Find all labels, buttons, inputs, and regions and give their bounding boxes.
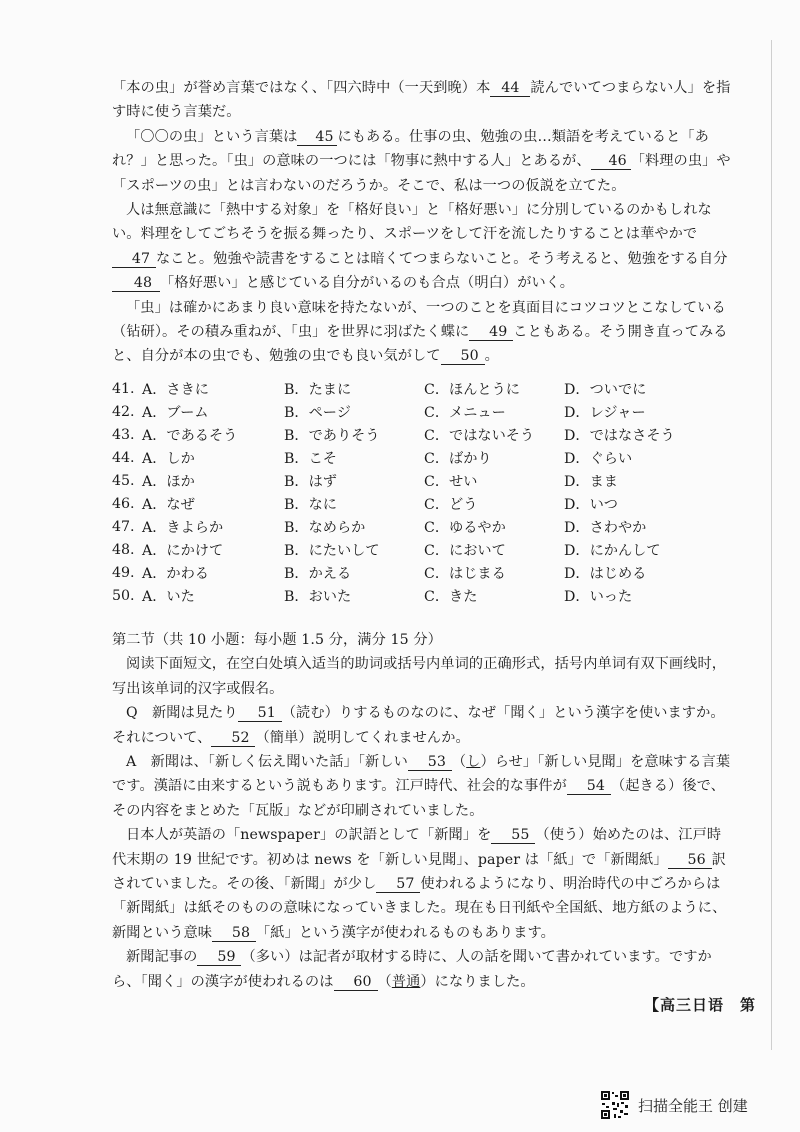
option-d: D．はじめる: [564, 566, 647, 583]
option-a: A．かわる: [142, 566, 209, 583]
text: ）になりました。: [420, 973, 535, 990]
paragraph-2: [112, 125, 732, 198]
option-d: D．ぐらい: [564, 450, 633, 467]
blank-56: 56: [668, 852, 712, 869]
option-b: B．はず: [284, 473, 337, 490]
paragraph-4: [112, 296, 732, 369]
text: 。: [484, 348, 499, 365]
blank-46: 46: [591, 153, 631, 170]
question-number: 46.: [112, 496, 135, 513]
blank-47: 47: [112, 251, 156, 268]
option-a: A．しか: [142, 450, 195, 467]
option-row-50: [112, 585, 732, 608]
text: なこと。勉強や読書をすることは暗くてつまらないこと。そう考えると、勉強をする自分: [156, 250, 728, 267]
text: （: [451, 754, 467, 771]
blank-50: 50: [441, 348, 485, 365]
question-number: 49.: [112, 565, 135, 582]
blank-54: 54: [567, 778, 611, 795]
text: 読んでいてつまらない人」を指す時に使う言葉だ。: [112, 80, 731, 121]
option-b: B．なめらか: [284, 520, 366, 537]
answer-options: [112, 377, 732, 608]
option-b: B．ページ: [284, 404, 351, 421]
section-instructions: 阅读下面短文，在空白处填入适当的助词或括号内单词的正确形式，括号内单词有双下画线时，写出该单词的汉字或假名。: [112, 656, 727, 697]
text: 「料理の虫」や「スポーツの虫」とは言わないのだろうか。そこで、私は一つの仮説を立てた。: [112, 153, 731, 194]
option-row-46: [112, 492, 732, 515]
option-c: C．はじまる: [424, 566, 506, 583]
option-a: A．であるそう: [142, 427, 238, 444]
text: （読む）りするものなのに、なぜ「聞く」という漢字を使いますか。それについて、: [112, 705, 725, 746]
question-number: 43.: [112, 426, 135, 443]
option-row-45: [112, 469, 732, 492]
blank-58: 58: [212, 925, 256, 942]
option-a: A．ほか: [142, 473, 195, 490]
blank-59: 59: [197, 949, 241, 966]
option-c: C．ゆるやか: [424, 520, 506, 537]
text: 新聞記事の: [126, 949, 198, 966]
text: 「格好悪い」と感じている自分がいるのも合点（明白）がいく。: [160, 275, 575, 292]
answer-paragraph-2: [112, 823, 732, 945]
text: 人は無意識に「熱中する対象」を「格好良い」と「格好悪い」に分別しているのかもしれない。料理をしてごちそうを振る舞ったり、スポーツをして汗を流したりすることは華やかで: [112, 202, 712, 243]
text: （: [377, 973, 392, 990]
blank-57: 57: [376, 876, 420, 893]
question-number: 42.: [112, 403, 135, 420]
text: 日本人が英語の「newspaper」の訳語として「新聞」を: [126, 827, 492, 844]
option-d: D．レジャー: [564, 404, 646, 421]
option-row-48: [112, 539, 732, 562]
text: Q 新聞は見たり: [126, 705, 238, 722]
option-d: D．いつ: [564, 497, 618, 514]
answer-paragraph-3: [112, 945, 732, 994]
option-c: C．きた: [424, 589, 478, 606]
option-d: D．ではなさそう: [564, 427, 675, 444]
text: 「虫」は確かにあまり良い意味を持たないが、一つのことを真面目にコツコツとこなしている（钻研）。その積み重ねが、「虫」を世界に羽ばたく蝶に: [112, 299, 726, 341]
text: 「〇〇の虫」という言葉は: [126, 128, 298, 145]
paragraph-3: [112, 198, 732, 296]
page-footer-label: 【高三日语 第: [644, 996, 757, 1014]
option-row-43: [112, 423, 732, 446]
text: 「紙」という漢字が使われるものもあります。: [256, 924, 555, 941]
option-b: B．たまに: [284, 381, 352, 398]
option-a: A．ブーム: [142, 404, 209, 421]
question-number: 44.: [112, 449, 135, 466]
option-c: C．せい: [424, 473, 478, 490]
scanner-watermark: [600, 1090, 748, 1120]
text: 使われるようになり、明治時代の中ごろからは「新聞紙」は紙そのものの意味になっていきました。現在も日刊紙や全国紙、地方紙のように、新聞という意味: [112, 876, 727, 941]
question-number: 45.: [112, 472, 135, 489]
qr-code-icon: [600, 1090, 630, 1120]
text: A 新聞は、「新しく伝え聞いた話」「新しい: [126, 754, 408, 771]
watermark-text: 扫描全能王 创建: [638, 1096, 748, 1115]
option-b: B．こそ: [284, 450, 337, 467]
text: こともある。そう開き直ってみると、自分が本の虫でも、勉強の虫でも良い気がして: [112, 324, 728, 365]
answer-paragraph-1: [112, 750, 732, 823]
blank-49: 49: [469, 324, 513, 341]
option-c: C．ばかり: [424, 450, 492, 467]
option-row-47: [112, 516, 732, 539]
blank-55: 55: [491, 827, 535, 844]
option-d: D．いった: [564, 589, 633, 606]
option-b: B．おいた: [284, 589, 352, 606]
option-b: B．でありそう: [284, 427, 380, 444]
reading-passage: [112, 76, 732, 369]
option-row-49: [112, 562, 732, 585]
option-row-41: [112, 377, 732, 400]
option-d: D．にかんして: [564, 543, 661, 560]
option-b: B．かえる: [284, 566, 352, 583]
section-heading: 第二节（共 10 小题：每小题 1.5 分，满分 15 分）: [112, 632, 442, 648]
text: ）らせ」「新しい見聞」を意味する言葉です。漢語に由来するという説もあります。江戸時代、社会的な事件が: [112, 754, 731, 795]
blank-48: 48: [112, 275, 160, 292]
option-a: A．きよらか: [142, 520, 224, 537]
option-c: C．ほんとうに: [424, 381, 520, 398]
option-row-44: [112, 446, 732, 469]
option-c: C．メニュー: [424, 404, 506, 421]
option-d: D．ついでに: [564, 381, 647, 398]
text: （使う）始めたのは、江戸時代末期の 19 世紀です。初めは news を「新しい見聞」、paper は「紙」で「新聞紙」: [112, 827, 722, 868]
question-number: 41.: [112, 380, 135, 397]
option-b: B．にたいして: [284, 543, 380, 560]
option-d: D．さわやか: [564, 520, 647, 537]
blank-52: 52: [211, 730, 255, 747]
question-number: 50.: [112, 588, 135, 605]
blank-60: 60: [334, 974, 378, 991]
text: 訳されていました。その後、「新聞」が少し: [112, 851, 726, 893]
option-d: D．まま: [564, 473, 618, 490]
blank-44: 44: [490, 80, 530, 97]
blank-45: 45: [297, 129, 337, 146]
text: （多い）は記者が取材する時に、人の話を聞いて書かれています。ですから、「聞く」の漢字が使われるのは: [112, 949, 712, 990]
underlined-word: し: [466, 754, 481, 771]
section-two: [112, 628, 732, 994]
option-a: A．さきに: [142, 381, 209, 398]
option-row-42: [112, 400, 732, 423]
option-a: A．いた: [142, 589, 195, 606]
question-number: 47.: [112, 519, 135, 536]
option-c: C．において: [424, 543, 506, 560]
page-edge-line: [771, 40, 772, 1050]
blank-53: 53: [408, 754, 452, 771]
text: （簡単）説明してくれませんか。: [255, 729, 470, 746]
paragraph-1: [112, 76, 732, 125]
blank-51: 51: [238, 705, 282, 722]
underlined-word: 普通: [391, 973, 421, 990]
option-a: A．なぜ: [142, 497, 195, 514]
text: （起きる）後で、その内容をまとめた「瓦版」などが印刷されていました。: [112, 778, 725, 819]
question-number: 48.: [112, 542, 135, 559]
text: にもある。仕事の虫、勉強の虫…類語を考えていると「あれ？」と思った。「虫」の意味の一つには「物事に熱中する人」とあるが、: [112, 128, 709, 170]
option-b: B．なに: [284, 497, 337, 514]
question-paragraph: [112, 701, 732, 750]
option-a: A．にかけて: [142, 543, 224, 560]
option-c: C．どう: [424, 497, 478, 514]
option-c: C．ではないそう: [424, 427, 535, 444]
text: 「本の虫」が誉め言葉ではなく、「四六時中（一天到晚）本: [112, 80, 491, 96]
